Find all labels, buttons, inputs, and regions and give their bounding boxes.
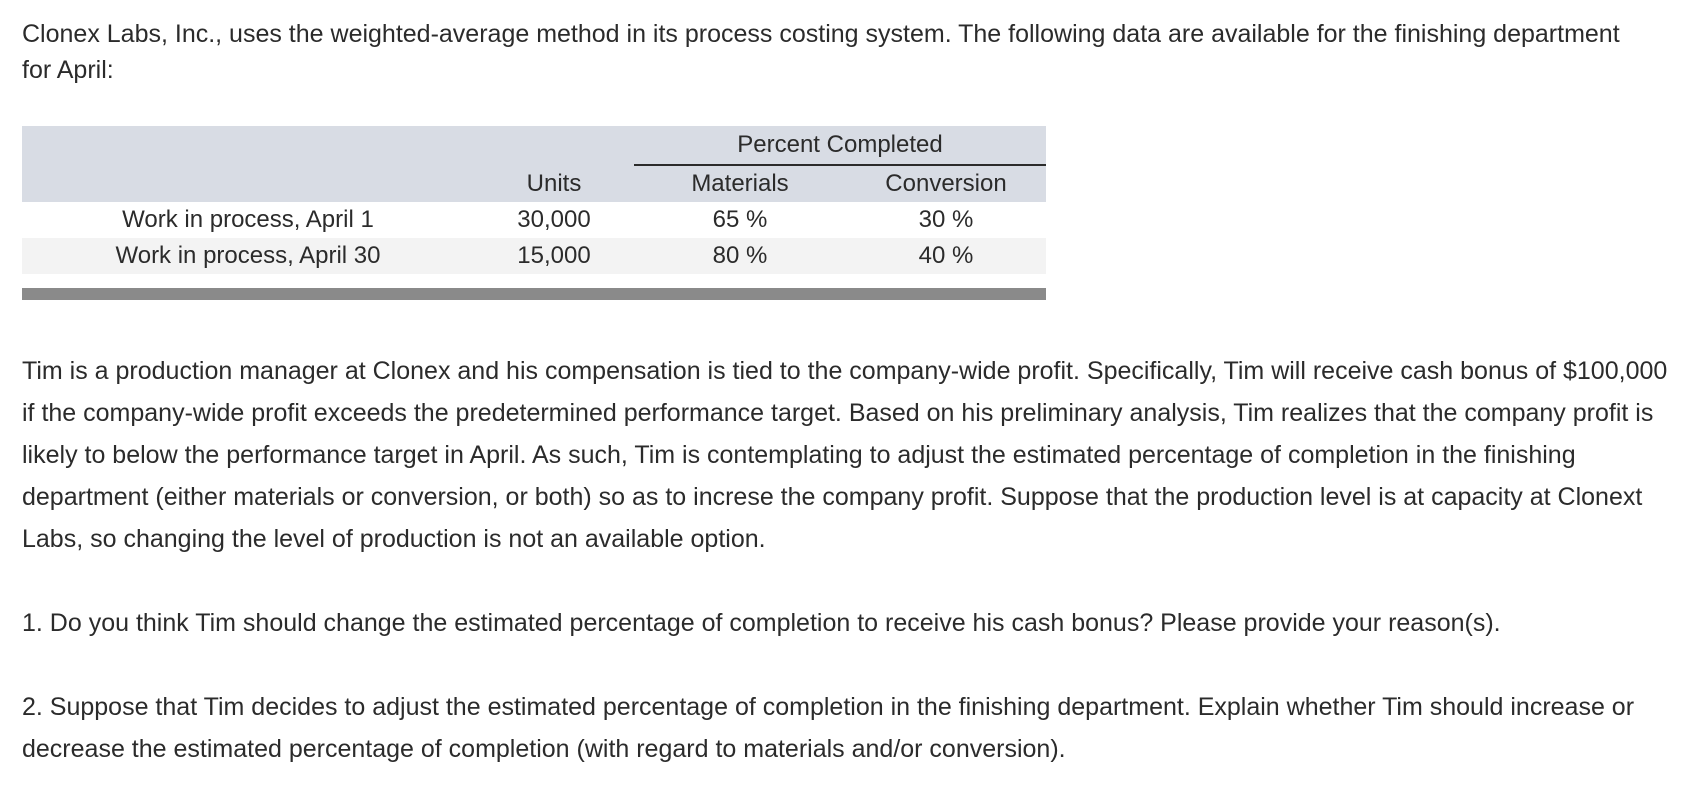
table-row (22, 202, 1046, 238)
table-row (22, 238, 1046, 274)
intro-paragraph: Clonex Labs, Inc., uses the weighted-average method in its process costing system. The following data are available for the finishing department for April: (22, 20, 1620, 84)
row-label: Work in process, April 1 (122, 206, 374, 233)
column-header-conversion: Conversion (885, 170, 1007, 197)
row-units: 15,000 (517, 242, 591, 269)
table-column-header-row (22, 165, 1046, 202)
row-materials: 80 % (712, 242, 768, 269)
row-units: 30,000 (517, 206, 591, 233)
process-data-table (22, 126, 1046, 274)
header-label-blank (22, 126, 474, 165)
scenario-paragraph: Tim is a production manager at Clonex and his compensation is tied to the company-wide profit. Specifically, Tim will receive cash bonus of $100,000 if the company-wide profit exceeds the predetermined performance target. Based on his preliminary analysis, Tim realizes that the company profit is likely to below the performance target in April. As such, Tim is contemplating to adjust the estimated percentage of completion in the finishing department (either materials or conversion, or both) so as to increse the company profit. Suppose that the production level is at capacity at Clonext Labs, so changing the level of production is not an available option. (22, 357, 1668, 553)
row-label: Work in process, April 30 (115, 242, 381, 269)
question-2: 2. Suppose that Tim decides to adjust the estimated percentage of completion in the finishing department. Explain whether Tim should increase or decrease the estimated percentage of completion (with regard to materials and/or conversion). (22, 693, 1635, 763)
table-group-header-row (22, 126, 1046, 165)
row-conversion: 40 % (918, 242, 974, 269)
row-materials: 65 % (712, 206, 768, 233)
table-bottom-divider (22, 288, 1046, 300)
header-units-blank (474, 126, 634, 165)
question-1: 1. Do you think Tim should change the estimated percentage of completion to receive his cash bonus? Please provide your reason(s). (22, 609, 1501, 637)
work-in-process-table (22, 126, 1046, 274)
column-header-label (22, 165, 474, 202)
row-conversion: 30 % (918, 206, 974, 233)
column-header-materials: Materials (691, 170, 789, 197)
percent-completed-header: Percent Completed (634, 126, 1046, 165)
column-header-units: Units (526, 169, 582, 197)
